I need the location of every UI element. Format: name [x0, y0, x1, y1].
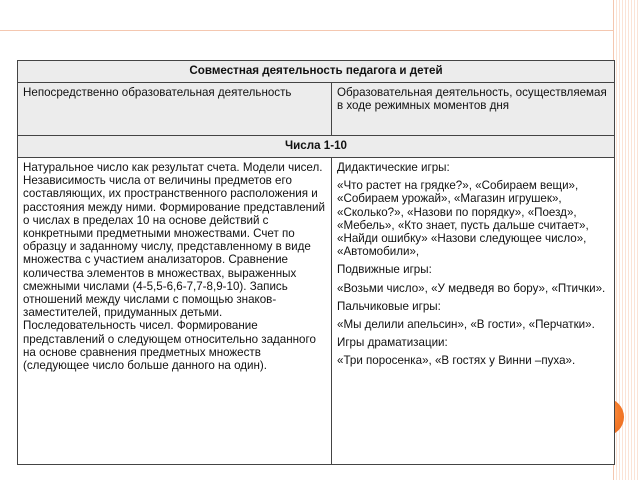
section-title: Числа 1-10 — [18, 136, 615, 158]
list-item: «Возьми число», «У медведя во бору», «Птички». — [337, 281, 606, 295]
list-item: «Мы делили апельсин», «В гости», «Перчатки». — [337, 318, 595, 332]
activity-table — [17, 60, 615, 465]
direct-education-content: Натуральное число как результат счета. Модели чисел. Независимость числа от величины предметов его составляющих, их пространственного расположения и расстояния между ними. Формирование представлений о числах в пределах 10 на основе действий с конкретными предметными множествами. Счет по образцу и заданному числу, представленному в виде множества с участием анализаторов. Сравнение количества элементов в множествах, выраженных смежными числами (4-5,5-6,6-7,7-8,9-10). Запись отношений между числами с помощью знаков-заместителей, придуманных детьми. Последовательность чисел. Формирование представлений о следующем относительно заданного на основе сравнения предметных множеств (следующее число больше данного на один). — [18, 158, 332, 465]
list-item: Дидактические игры: — [337, 161, 450, 174]
column-header-direct-education: Непосредственно образовательная деятельность — [18, 83, 332, 136]
frame-top-line — [0, 30, 613, 31]
list-item: Игры драматизации: — [337, 336, 448, 350]
table-title: Совместная деятельность педагога и детей — [18, 61, 615, 83]
list-item: «Что растет на грядке?», «Собираем вещи», «Собираем урожай», «Магазин игрушек», «Сколько?», «Назови по порядку», «Поезд», «Мебель», «Кто знает, пусть дальше считает», «Найди ошибку» «Назови следующее число», «Автомобили», — [337, 179, 589, 259]
routine-activities-content — [332, 158, 615, 465]
list-item: Пальчиковые игры: — [337, 299, 441, 313]
list-item: «Три поросенка», «В гостях у Винни –пуха». — [337, 354, 576, 368]
column-header-routine-education: Образовательная деятельность, осуществляемая в ходе режимных моментов дня — [332, 83, 615, 136]
list-item: Подвижные игры: — [337, 263, 432, 277]
